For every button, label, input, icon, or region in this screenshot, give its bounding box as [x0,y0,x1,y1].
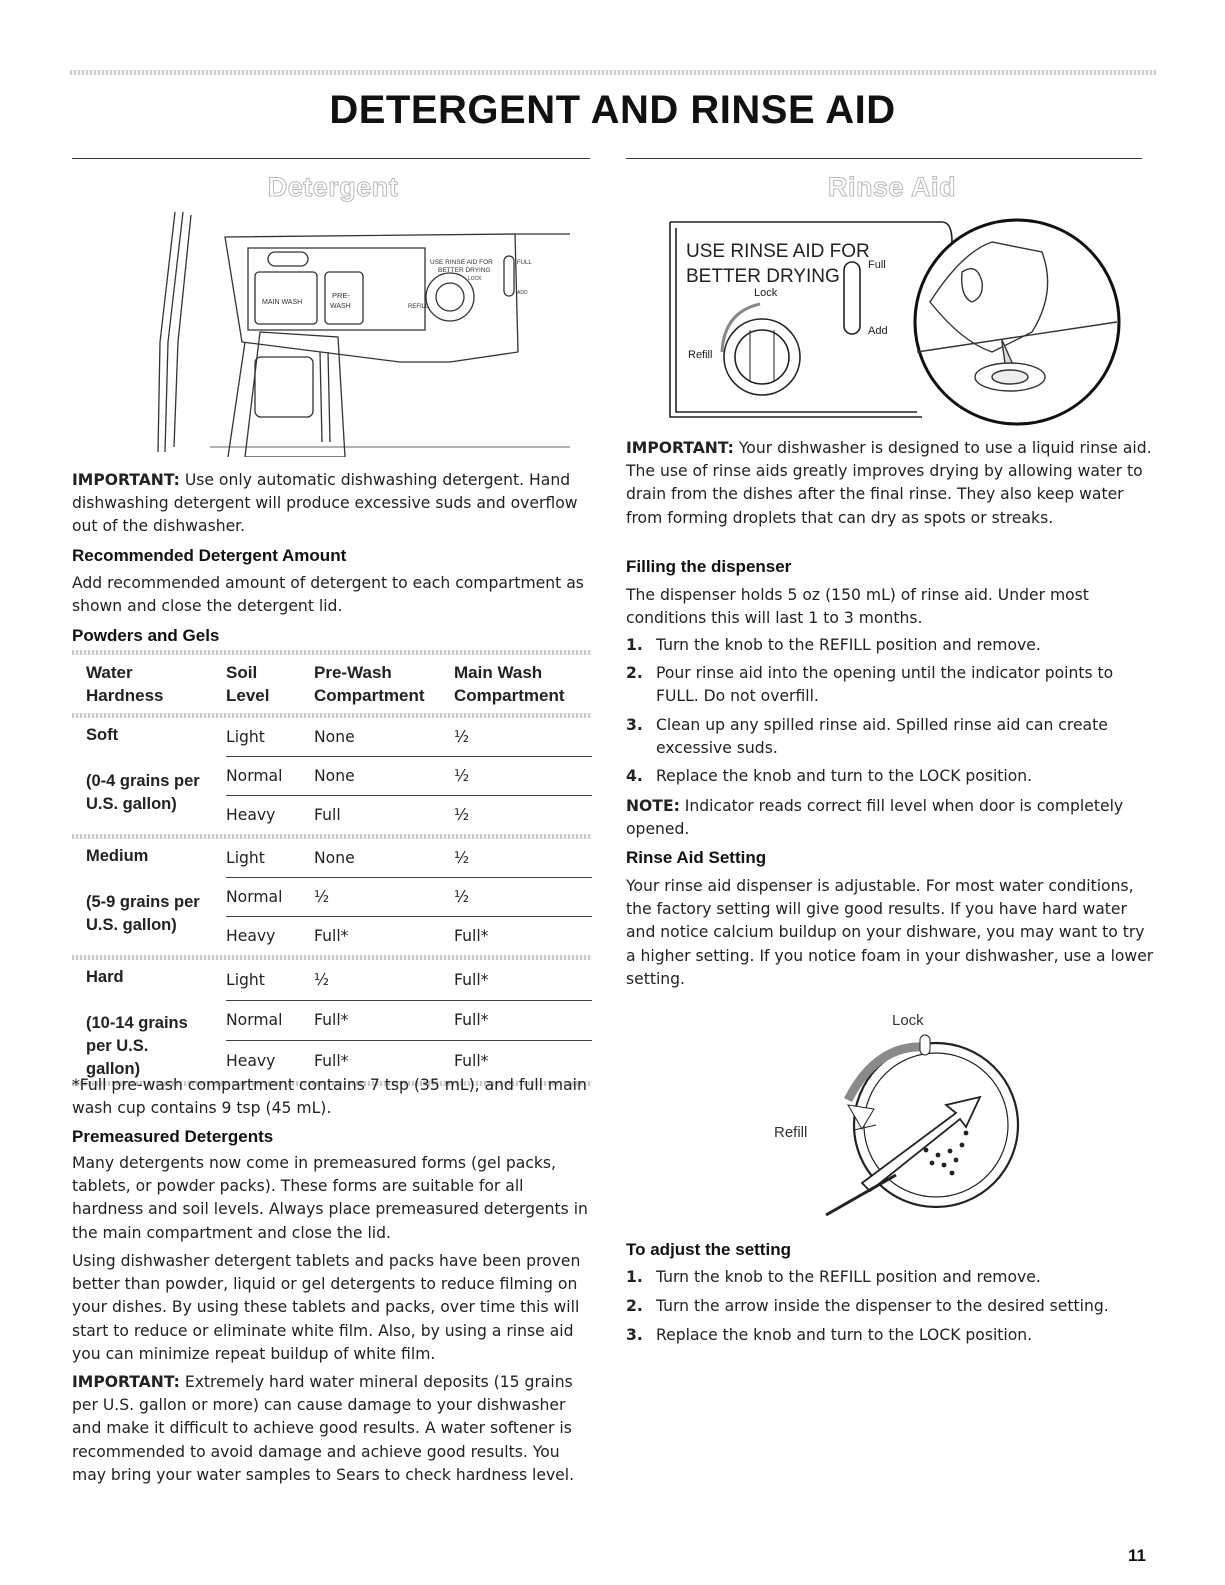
list-item: 1. Turn the knob to the REFILL position and remove. [626,636,1041,654]
powders-heading: Powders and Gels [72,626,220,645]
list-item: 4. Replace the knob and turn to the LOCK position. [626,767,1033,786]
footnote: *Full pre-wash compartment contains 7 tsp (35 mL), and full main wash cup contains 9 tsp (45 mL). [72,1076,587,1118]
hardness-soft: Soft (0-4 grains per U.S. gallon) [86,726,200,813]
rinse-aid-knob-illustration [766,1005,1066,1230]
detergent-amount-table [72,650,592,1086]
table-row: Heavy Full* Full* [226,927,489,945]
hardness-medium: Medium (5-9 grains per U.S. gallon) [86,847,200,934]
col-header-water-hardness: Water Hardness [86,663,164,705]
note-indicator: NOTE: Indicator reads correct fill level when door is completely opened. [626,797,1124,839]
col-header-main-wash: Main Wash Compartment [454,663,565,705]
section-title-detergent: Detergent [267,172,399,202]
list-item: 3. Clean up any spilled rinse aid. Spilled rinse aid can create excessive suds. [626,715,1108,757]
important-liquid-rinse: IMPORTANT: Your dishwasher is designed to use a liquid rinse aid. The use of rinse aids greatly improves drying by allowing water to drain from the dishes after the final rinse. They also keep water from forming droplets that can dry as spots or streaks. [626,439,1152,527]
detergent-dispenser-illustration [150,212,590,457]
table-row: Hard (10-14 grains per U.S. gallon) Light ½ Full* [72,960,592,1000]
fig-label-better: BETTER DRYING [438,267,491,274]
setting-text: Your rinse aid dispenser is adjustable. For most water conditions, the factory setting will give good results. If you have hard water and notice calcium buildup on your dishware, you may want to try a higher setting. If you notice foam in your dishwasher, use a lower setting. [626,877,1154,988]
list-item: 3. Replace the knob and turn to the LOCK position. [626,1326,1033,1345]
recommended-heading: Recommended Detergent Amount [72,546,347,565]
table-row: Heavy Full* Full* [226,1052,489,1071]
fig-label-better-drying: BETTER DRYING [686,266,840,287]
list-item: 2. Pour rinse aid into the opening until the indicator points to FULL. Do not overfill. [626,664,1114,706]
fig-label-add: ADD [517,290,528,296]
section-title-rinse-aid: Rinse Aid [827,172,957,202]
top-dotted-rule [70,70,1156,75]
list-item: 2. Turn the arrow inside the dispenser to the desired setting. [626,1297,1109,1316]
section-rule [72,158,590,159]
fig-label-wash: WASH [330,303,351,310]
fig-label-pre: PRE- [332,291,350,300]
adjust-heading: To adjust the setting [626,1240,791,1259]
filling-text: The dispenser holds 5 oz (150 mL) of rinse aid. Under most conditions this will last 1 to 3 months. [626,586,1089,628]
list-item: 1. Turn the knob to the REFILL position and remove. [626,1268,1041,1286]
setting-heading: Rinse Aid Setting [626,848,767,867]
table-row: Normal ½ ½ [72,878,592,917]
filling-steps [626,634,1158,788]
table-row: Soft (0-4 grains per U.S. gallon) Light None ½ [72,718,592,757]
adjust-steps [626,1266,1158,1348]
fig-label-refill: Refill [688,349,713,361]
table-row: Heavy Full ½ [226,806,470,824]
table-header-row [72,655,592,713]
page-title: DETERGENT AND RINSE AID [329,88,896,132]
fig-label-rinse-aid: USE RINSE AID FOR [430,259,493,266]
fig-label-refill: Refill [774,1124,808,1141]
hardness-hard: Hard (10-14 grains per U.S. gallon) [86,968,188,1078]
fig-label-refill: REFILL [408,304,429,310]
premeasured-text: Many detergents now come in premeasured forms (gel packs, tablets, or powder packs). These forms are suitable for all hardness and soil levels. Always place premeasured detergents in the main compartment and close the lid. [72,1154,588,1242]
rinse-aid-dispenser-illustration [662,212,1152,427]
col-header-soil-level: Soil Level [226,663,270,705]
tablets-text: Using dishwasher detergent tablets and packs have been proven better than powder, liquid or gel detergents to reduce filming on your dishes. By using these tablets and packs, over time this will start to reduce or eliminate white film. Also, by using a rinse aid you can minimize repeat buildup of white film. [72,1252,581,1363]
fig-label-use: USE RINSE AID FOR [686,241,870,262]
premeasured-heading: Premeasured Detergents [72,1127,274,1146]
col-header-pre-wash: Pre-Wash Compartment [314,663,425,705]
page-number: 11 [1128,1546,1146,1565]
fig-label-lock: LOCK [468,276,482,282]
table-row: Medium (5-9 grains per U.S. gallon) Light None ½ [72,839,592,878]
fig-label-lock: Lock [892,1012,924,1029]
filling-heading: Filling the dispenser [626,557,792,576]
table-row: Normal None ½ [72,757,592,796]
table-row: Normal Full* Full* [72,1000,592,1041]
fig-label-full: Full [868,259,886,271]
important-hand-detergent: IMPORTANT: Use only automatic dishwashing detergent. Hand dishwashing detergent will produce excessive suds and overflow out of the dishwasher. [72,471,578,536]
fig-label-full: FULL [517,260,532,266]
fig-label-lock: Lock [754,287,778,299]
recommended-text: Add recommended amount of detergent to each compartment as shown and close the detergent lid. [72,574,584,616]
fig-label-add: Add [868,325,888,337]
section-rule [626,158,1142,159]
fig-label-main-wash: MAIN WASH [262,299,303,306]
important-hard-water: IMPORTANT: Extremely hard water mineral deposits (15 grains per U.S. gallon or more) can cause damage to your dishwasher and make it difficult to achieve good results. A water softener is recommended to avoid damage and achieve good results. You may bring your water samples to Sears to check hardness level. [72,1373,575,1484]
